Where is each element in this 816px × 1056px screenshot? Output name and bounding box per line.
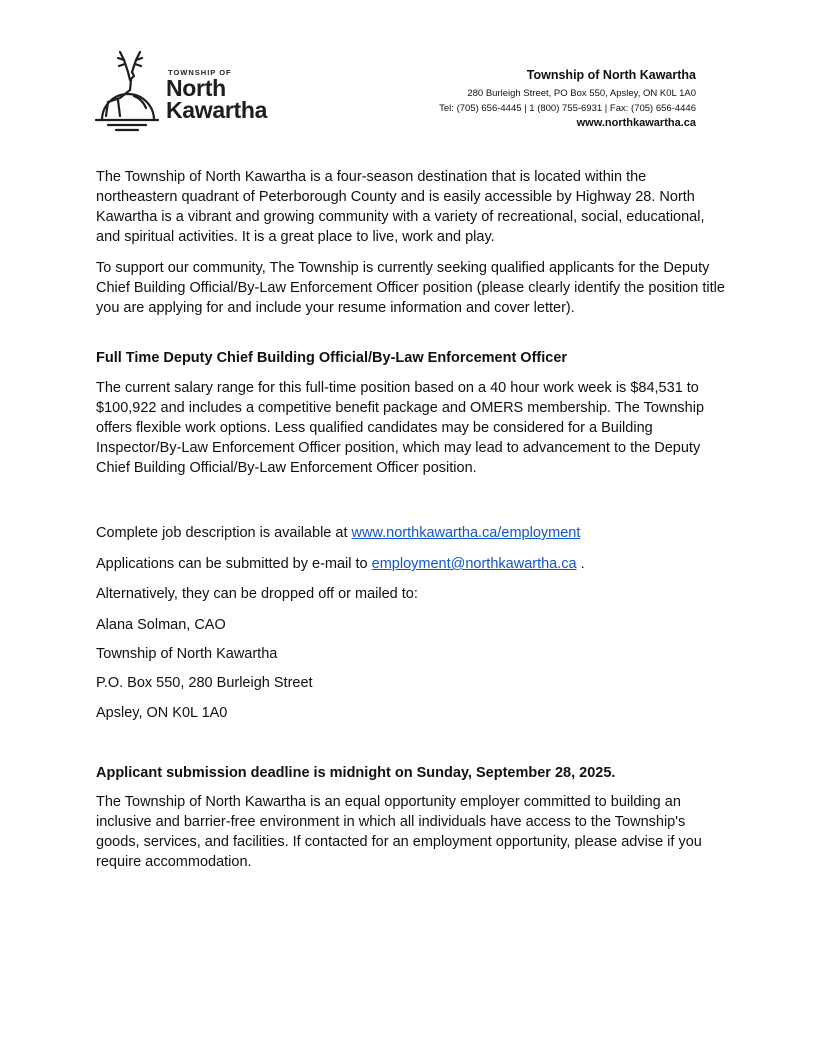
apply-line [96, 554, 726, 574]
equal-opportunity-paragraph: The Township of North Kawartha is an equal opportunity employer committed to building an inclusive and barrier-free environment in which all individuals have access to the Township's goods, services, and facilities. If contacted for an employment opportunity, please advise if you require accommodation. [96, 794, 702, 870]
logo-wordmark [166, 77, 267, 121]
deadline-notice: Applicant submission deadline is midnight on Sunday, September 28, 2025. [96, 765, 616, 781]
position-heading: Full Time Deputy Chief Building Official/By-Law Enforcement Officer [96, 350, 568, 366]
letterhead-phones: Tel: (705) 656-4445 | 1 (800) 755-6931 | Fax: (705) 656-4446 [439, 103, 696, 114]
logo-line-1: North [166, 75, 226, 101]
township-logo [94, 46, 294, 136]
apply-suffix: . [576, 556, 585, 572]
alternative-line: Alternatively, they can be dropped off or mailed to: [96, 586, 418, 602]
job-description-line [96, 523, 726, 543]
logo-small-text: TOWNSHIP OF [168, 68, 232, 77]
salary-paragraph: The current salary range for this full-time position based on a 40 hour work week is $84,531 to $100,922 and includes a competitive benefit package and OMERS membership. The Township offers flexible work options. Less qualified candidates may be considered for a Building Inspector/By-Law Enforcement Officer position, which may lead to advancement to the Deputy Chief Building Official/By-Law Enforcement Officer position. [96, 380, 705, 476]
letterhead-website: www.northkawartha.ca [576, 117, 696, 129]
address-line: P.O. Box 550, 280 Burleigh Street [96, 675, 313, 691]
letterhead [439, 68, 696, 131]
address-line: Apsley, ON K0L 1A0 [96, 705, 228, 721]
address-line: Township of North Kawartha [96, 646, 278, 662]
letterhead-name: Township of North Kawartha [526, 68, 696, 82]
deer-sun-icon [94, 46, 160, 134]
logo-line-2: Kawartha [166, 97, 268, 123]
employment-email-link[interactable]: employment@northkawartha.ca [371, 556, 577, 572]
support-paragraph: To support our community, The Township is currently seeking qualified applicants for the Deputy Chief Building Official/By-Law Enforcement Officer position (please clearly identify the position title you are applying for and include your resume information and cover letter). [96, 260, 725, 316]
employment-page-link[interactable]: www.northkawartha.ca/employment [351, 525, 581, 541]
job-description-prefix: Complete job description is available at [96, 525, 352, 541]
intro-paragraph: The Township of North Kawartha is a four-season destination that is located within the northeastern quadrant of Peterborough County and is easily accessible by Highway 28. North Kawartha is a vibrant and growing community with a variety of recreational, social, educational, and spiritual activities. It is a great place to live, work and play. [96, 169, 705, 245]
address-line: Alana Solman, CAO [96, 617, 226, 633]
apply-prefix: Applications can be submitted by e-mail to [96, 556, 372, 572]
letterhead-address: 280 Burleigh Street, PO Box 550, Apsley, ON K0L 1A0 [467, 88, 696, 99]
